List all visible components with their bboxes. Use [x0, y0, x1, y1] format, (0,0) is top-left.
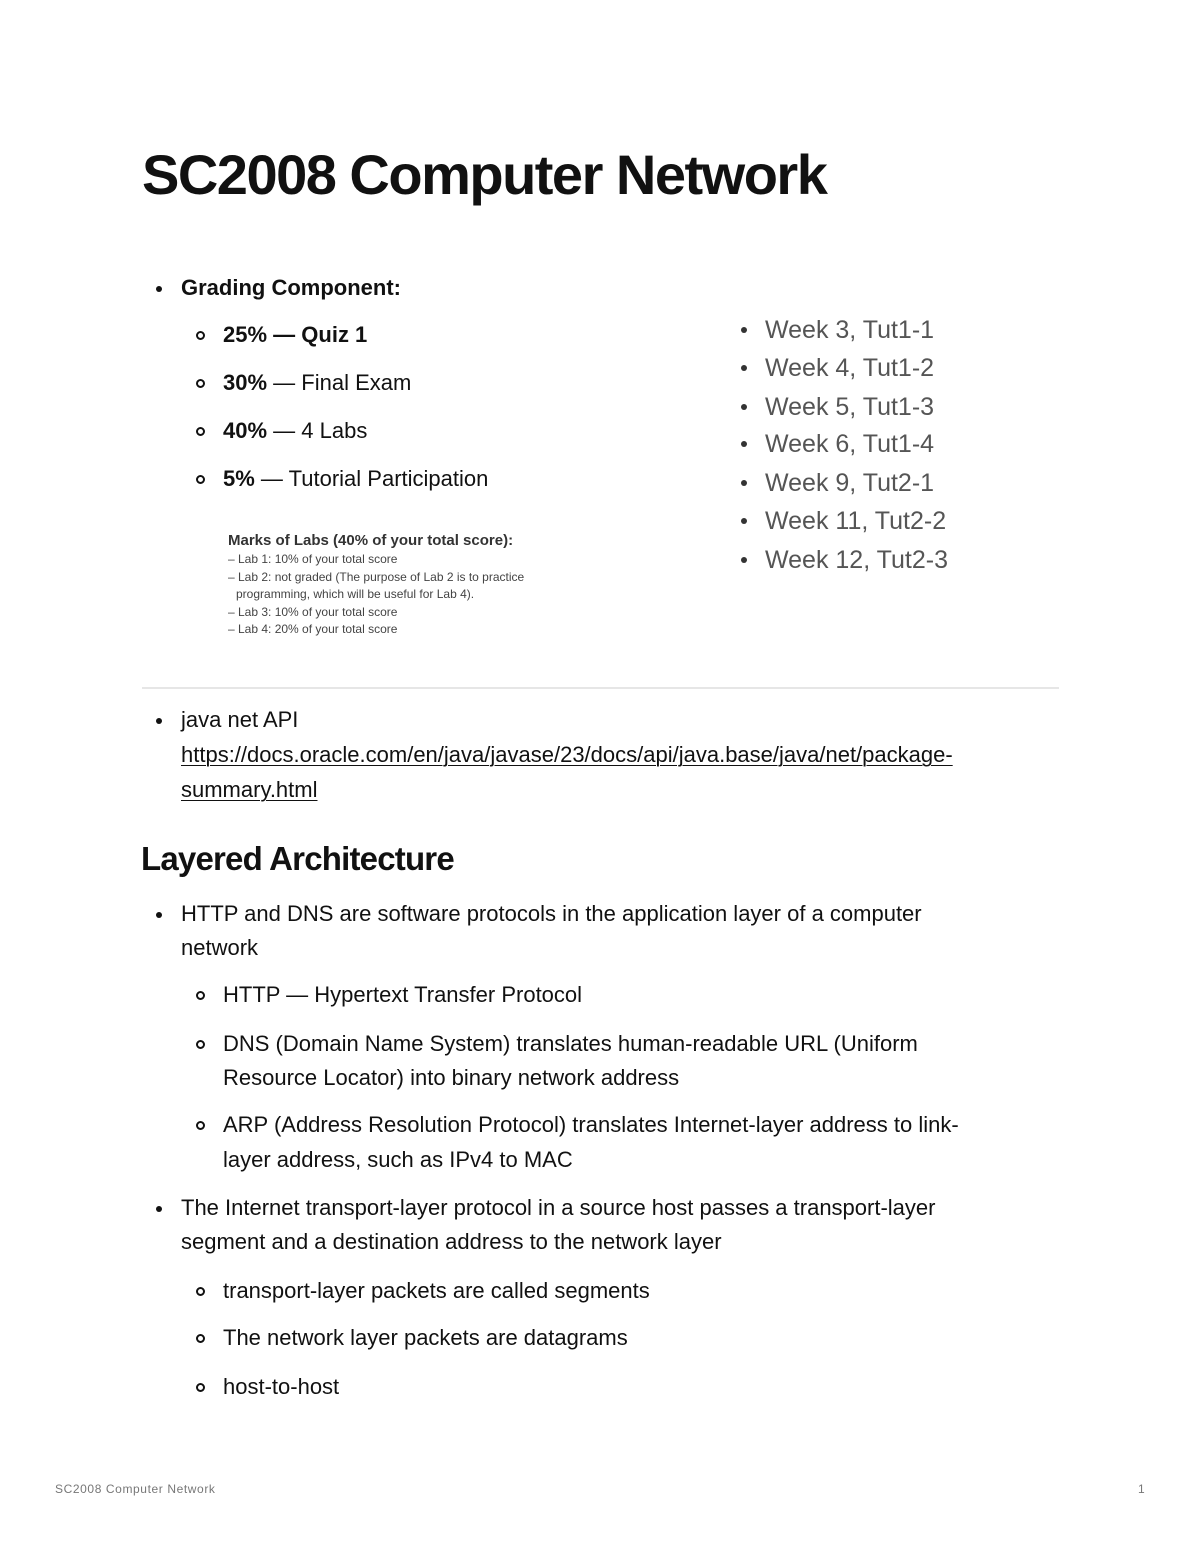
grading-item	[223, 462, 488, 496]
labs-marks-line: – Lab 3: 10% of your total score	[228, 604, 398, 619]
grading-item	[223, 366, 411, 400]
grading-label: Grading Component:	[181, 275, 401, 300]
bullet	[741, 480, 747, 486]
grading-name: Final Exam	[301, 370, 412, 395]
week-item	[740, 389, 934, 425]
layered-sub-2: DNS (Domain Name System) translates human-readable URL (Uniform	[223, 1031, 918, 1056]
grading-pct: 25%	[223, 322, 268, 347]
labs-marks-line: programming, which will be useful for Lab 4).	[236, 587, 475, 601]
grading-sep: —	[267, 370, 302, 395]
sub-bullet	[196, 1334, 205, 1343]
labs-marks-line: – Lab 4: 20% of your total score	[228, 622, 398, 636]
grading-pct: 40%	[223, 418, 268, 443]
sub-bullet	[196, 427, 205, 436]
grading-name: 4 Labs	[301, 418, 368, 443]
bullet	[156, 718, 162, 724]
grading-sep: —	[267, 322, 302, 347]
layered-sub-5: The network layer packets are datagrams	[223, 1325, 628, 1350]
week-item	[740, 542, 948, 578]
bullet	[741, 404, 747, 410]
java-api-link-line1[interactable]: https://docs.oracle.com/en/java/javase/23/docs/api/java.base/java/net/package-	[181, 742, 953, 767]
layered-bullet-2-cont: segment and a destination address to the network layer	[181, 1229, 722, 1254]
bullet	[156, 912, 162, 918]
java-api-link[interactable]	[181, 738, 953, 772]
week-item	[740, 312, 934, 348]
labs-marks-image	[228, 531, 524, 639]
sub-bullet	[196, 331, 205, 340]
labs-marks-line: – Lab 2: not graded (The purpose of Lab 2 is to practice	[228, 569, 525, 584]
week-label: Week 9, Tut2-1	[765, 469, 935, 497]
bullet	[741, 327, 747, 333]
sub-bullet	[196, 1287, 205, 1296]
grading-sep: —	[267, 418, 302, 443]
java-api-link[interactable]	[181, 773, 318, 807]
sub-bullet	[196, 1121, 205, 1130]
layered-bullet-2: The Internet transport-layer protocol in a source host passes a transport-layer	[181, 1195, 936, 1220]
bullet	[741, 441, 747, 447]
layered-sub-4: transport-layer packets are called segments	[223, 1278, 650, 1303]
grading-name: Tutorial Participation	[288, 466, 489, 491]
grading-item	[223, 318, 367, 352]
grading-item	[223, 414, 367, 448]
section-heading: Layered Architecture	[141, 840, 454, 877]
grading-pct: 5%	[223, 466, 255, 491]
week-item	[740, 503, 946, 539]
week-label: Week 11, Tut2-2	[765, 507, 947, 535]
footer-page-number: 1	[1138, 1482, 1145, 1496]
layered-bullet-1: HTTP and DNS are software protocols in the application layer of a computer	[181, 901, 922, 926]
layered-sub-3: ARP (Address Resolution Protocol) translates Internet-layer address to link-	[223, 1112, 959, 1137]
sub-bullet	[196, 1040, 205, 1049]
bullet	[156, 1206, 162, 1212]
week-item	[740, 465, 934, 501]
week-item	[740, 426, 934, 462]
bullet	[156, 286, 162, 292]
week-label: Week 3, Tut1-1	[765, 316, 935, 344]
sub-bullet	[196, 475, 205, 484]
sub-bullet	[196, 379, 205, 388]
layered-sub-2-cont: Resource Locator) into binary network address	[223, 1065, 680, 1090]
week-item	[740, 350, 934, 386]
grading-name: Quiz 1	[301, 322, 368, 347]
layered-sub-1: HTTP — Hypertext Transfer Protocol	[223, 982, 583, 1007]
layered-sub-3-cont: layer address, such as IPv4 to MAC	[223, 1147, 573, 1172]
java-api-link-line2[interactable]: summary.html	[181, 777, 318, 802]
labs-marks-title: Marks of Labs (40% of your total score):	[228, 532, 514, 549]
week-label: Week 4, Tut1-2	[765, 354, 935, 382]
divider	[142, 687, 1059, 689]
java-api-label: java net API	[181, 707, 299, 732]
bullet	[741, 365, 747, 371]
grading-sep: —	[254, 466, 289, 491]
week-label: Week 12, Tut2-3	[765, 546, 948, 574]
footer-doc-title: SC2008 Computer Network	[55, 1482, 216, 1496]
bullet	[741, 518, 747, 524]
week-label: Week 5, Tut1-3	[765, 393, 935, 421]
sub-bullet	[196, 991, 205, 1000]
bullet	[741, 557, 747, 563]
layered-sub-6: host-to-host	[223, 1374, 340, 1399]
layered-bullet-1-cont: network	[181, 935, 259, 960]
sub-bullet	[196, 1383, 205, 1392]
grading-pct: 30%	[223, 370, 268, 395]
labs-marks-line: – Lab 1: 10% of your total score	[228, 552, 398, 566]
week-label: Week 6, Tut1-4	[765, 430, 935, 458]
page-title: SC2008 Computer Network	[142, 143, 827, 206]
